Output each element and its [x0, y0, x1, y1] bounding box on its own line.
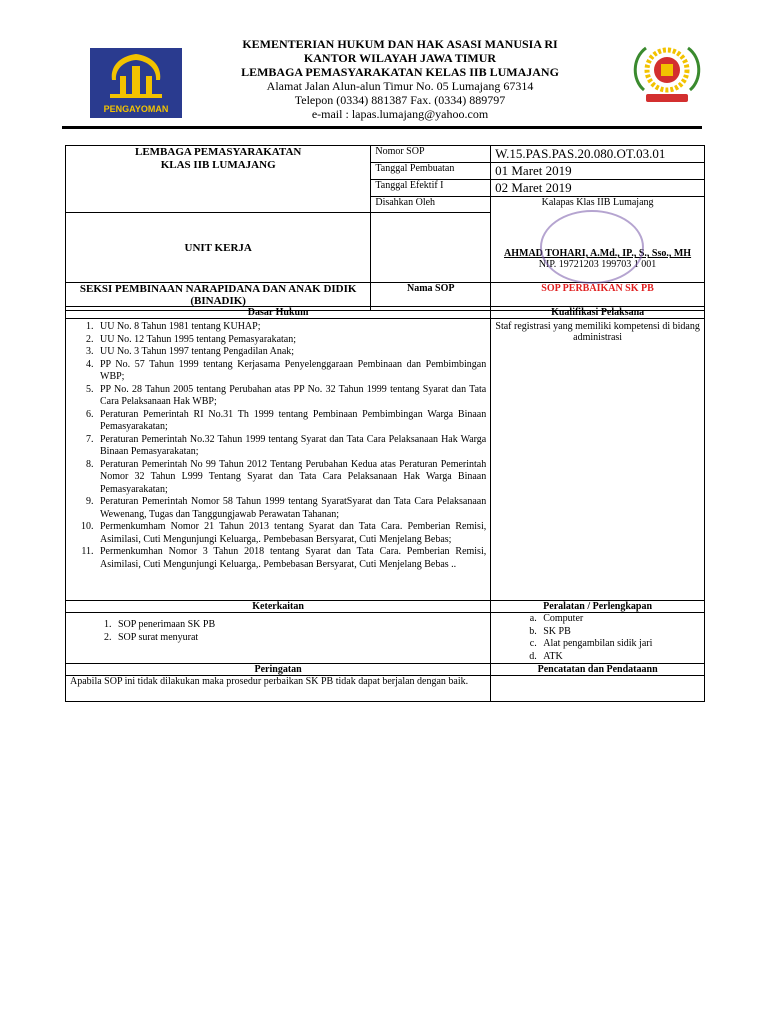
header-divider [62, 126, 702, 129]
official-stamp-icon [540, 210, 644, 284]
peralatan-item: a. Computer [539, 613, 700, 626]
dasar-hukum-item: 8. Peraturan Pemerintah No 99 Tahun 2012 Tentang Perubahan Kedua atas Peraturan Pemerintah Nomor 32 Tahun L999 Tentang Syarat dan Tata Cara Pelaksanaan Hak Warga Binaan Pemasyarakatan; [96, 459, 486, 497]
pemasyarakatan-emblem-icon [626, 40, 708, 106]
dasar-hukum-item: 3. UU No. 3 Tahun 1997 tentang Pengadilan Anak; [96, 346, 486, 359]
pengayoman-logo [90, 48, 182, 118]
keterkaitan-cell [66, 613, 491, 664]
tanggal-efektif-label: Tanggal Efektif I [371, 180, 491, 197]
tanggal-pembuatan-label: Tanggal Pembuatan [371, 163, 491, 180]
header-phone: Telepon (0334) 881387 Fax. (0334) 889797 [294, 93, 506, 107]
kualifikasi-text: Staf registrasi yang memiliki kompetensi di bidang administrasi [491, 319, 705, 601]
pencatatan-cell [491, 676, 705, 702]
dasar-hukum-item: 6. Peraturan Pemerintah RI No.31 Th 1999 tentang Pembinaan Pembimbingan Warga Binaan Pemasyarakatan; [96, 409, 486, 434]
peringatan-title: Peringatan [66, 664, 491, 676]
peralatan-title: Peralatan / Perlengkapan [491, 601, 705, 613]
dasar-hukum-list-cell [66, 319, 491, 601]
header-line-2: KANTOR WILAYAH JAWA TIMUR [303, 51, 497, 65]
header-line-1: KEMENTERIAN HUKUM DAN HAK ASASI MANUSIA RI [242, 37, 558, 51]
peralatan-list [495, 613, 700, 663]
dasar-hukum-item: 10. Permenkumham Nomor 21 Tahun 2013 tentang Syarat dan Tata Cara. Pemberian Remisi, Asimilasi, Cuti Mengunjungi Keluarga,. Pembebasan Bersyarat, Cuti Menjelang Bebas; [96, 521, 486, 546]
institution-line-1: LEMBAGA PEMASYARAKATAN [135, 146, 302, 158]
detail-table [65, 306, 705, 702]
peringatan-text: Apabila SOP ini tidak dilakukan maka prosedur perbaikan SK PB tidak dapat berjalan dengan baik. [66, 676, 491, 702]
signatory-name: AHMAD TOHARI, A.Md., IP., S., Sso., MH [504, 248, 692, 259]
tanggal-efektif-value: 02 Maret 2019 [491, 180, 705, 197]
keterkaitan-title: Keterkaitan [66, 601, 491, 613]
tanggal-pembuatan-value: 01 Maret 2019 [491, 163, 705, 180]
dasar-hukum-item: 1. UU No. 8 Tahun 1981 tentang KUHAP; [96, 321, 486, 334]
header-address: Alamat Jalan Alun-alun Timur No. 05 Lumajang 67314 [266, 79, 534, 93]
kualifikasi-title: Kualifikasi Pelaksana [491, 307, 705, 319]
unit-kerja-label: UNIT KERJA [66, 213, 371, 283]
keterkaitan-item: 1. SOP penerimaan SK PB [114, 619, 486, 632]
pencatatan-title: Pencatatan dan Pendataann [491, 664, 705, 676]
nama-sop-label: Nama SOP [371, 283, 491, 311]
dasar-hukum-title: Dasar Hukum [66, 307, 491, 319]
dasar-hukum-item: 4. PP No. 57 Tahun 1999 tentang Kerjasama Penyelenggaraan Pembinaan dan Pembimbingan WBP; [96, 359, 486, 384]
keterkaitan-list [70, 619, 486, 644]
blank-cell [371, 213, 491, 283]
peralatan-item: d. ATK [539, 651, 700, 664]
seksi-cell: SEKSI PEMBINAAN NARAPIDANA DAN ANAK DIDIK (BINADIK) [66, 283, 371, 311]
keterkaitan-item: 2. SOP surat menyurat [114, 632, 486, 645]
peralatan-item: c. Alat pengambilan sidik jari [539, 638, 700, 651]
institution-line-2: KLAS IIB LUMAJANG [160, 159, 276, 171]
dasar-hukum-item: 5. PP No. 28 Tahun 2005 tentang Perubahan atas PP No. 32 Tahun 1999 tentang Syarat dan Tata Cara Pelaksanaan Hak WBP; [96, 384, 486, 409]
disahkan-value: Kalapas Klas IIB Lumajang [541, 197, 654, 208]
nomor-sop-value: W.15.PAS.PAS.20.080.OT.03.01 [491, 146, 705, 163]
header-line-3: LEMBAGA PEMASYARAKATAN KELAS IIB LUMAJANG [241, 65, 559, 79]
dasar-hukum-item: 7. Peraturan Pemerintah No.32 Tahun 1999 tentang Syarat dan Tata Cara Pelaksanaan Hak Warga Binaan Pemasyarakatan; [96, 434, 486, 459]
dasar-hukum-item: 2. UU No. 12 Tahun 1995 tentang Pemasyarakatan; [96, 334, 486, 347]
dasar-hukum-item: 9. Peraturan Pemerintah Nomor 58 Tahun 1999 tentang SyaratSyarat dan Tata Cara Pelaksanaan Wewenang, Tugas dan Tanggungjawab Perawatan Tahanan; [96, 496, 486, 521]
signatory-nip: NIP. 19721203 199703 1 001 [538, 259, 657, 270]
nama-sop-value: SOP PERBAIKAN SK PB [491, 283, 705, 311]
dasar-hukum-item: 11. Permenkumhan Nomor 3 Tahun 2018 tentang Syarat dan Tata Cara. Pemberian Remisi, Asimilasi, Cuti Mengunjungi Keluarga,. Pembebasan Bersyarat, Cuti Menjelang Bebas .. [96, 546, 486, 571]
header-email: e-mail : lapas.lumajang@yahoo.com [311, 107, 489, 121]
dasar-hukum-list [70, 321, 486, 571]
peralatan-item: b. SK PB [539, 626, 700, 639]
disahkan-label: Disahkan Oleh [371, 197, 491, 213]
peralatan-cell [491, 613, 705, 664]
institution-cell [66, 146, 371, 213]
nomor-sop-label: Nomor SOP [371, 146, 491, 163]
letterhead [200, 37, 600, 121]
logo-left-label: PENGAYOMAN [103, 104, 169, 114]
